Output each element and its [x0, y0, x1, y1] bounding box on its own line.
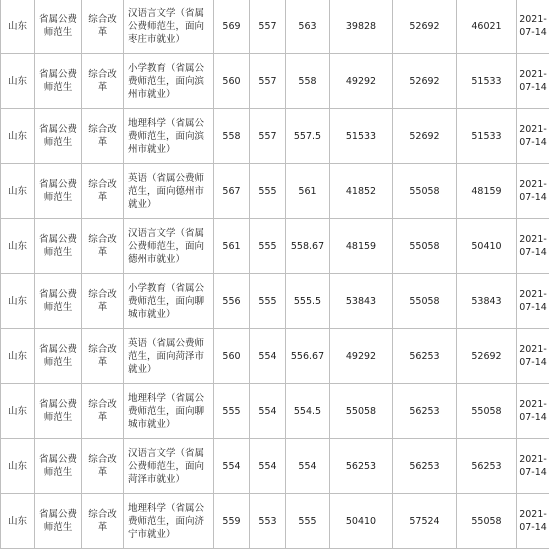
avg-rank-cell: 46021: [457, 0, 517, 54]
avg-rank-cell: 56253: [457, 439, 517, 494]
date-cell: 2021-07-14: [517, 0, 549, 54]
batch-cell: 综合改革: [82, 329, 124, 384]
max-score-cell: 559: [214, 494, 250, 549]
min-score-cell: 555: [250, 219, 286, 274]
min-rank-cell: 39828: [330, 0, 393, 54]
category-cell: 省属公费师范生: [35, 109, 82, 164]
category-cell: 省属公费师范生: [35, 0, 82, 54]
date-cell: 2021-07-14: [517, 439, 549, 494]
max-score-cell: 558: [214, 109, 250, 164]
province-cell: 山东: [1, 0, 35, 54]
avg-score-cell: 561: [286, 164, 330, 219]
min-score-cell: 557: [250, 54, 286, 109]
avg-rank-cell: 51533: [457, 109, 517, 164]
avg-score-cell: 555: [286, 494, 330, 549]
batch-cell: 综合改革: [82, 109, 124, 164]
province-cell: 山东: [1, 439, 35, 494]
min-rank-cell: 53843: [330, 274, 393, 329]
avg-score-cell: 554: [286, 439, 330, 494]
batch-cell: 综合改革: [82, 164, 124, 219]
table-row: [1, 219, 549, 274]
date-cell: 2021-07-14: [517, 164, 549, 219]
control-line-rank-cell: 56253: [393, 439, 457, 494]
min-score-cell: 555: [250, 274, 286, 329]
min-score-cell: 557: [250, 0, 286, 54]
date-cell: 2021-07-14: [517, 329, 549, 384]
category-cell: 省属公费师范生: [35, 329, 82, 384]
avg-rank-cell: 50410: [457, 219, 517, 274]
avg-score-cell: 563: [286, 0, 330, 54]
date-cell: 2021-07-14: [517, 274, 549, 329]
avg-score-cell: 554.5: [286, 384, 330, 439]
control-line-rank-cell: 52692: [393, 54, 457, 109]
major-cell: 英语（省属公费师范生，面向德州市就业）: [124, 164, 214, 219]
min-score-cell: 554: [250, 384, 286, 439]
date-cell: 2021-07-14: [517, 109, 549, 164]
date-cell: 2021-07-14: [517, 54, 549, 109]
date-cell: 2021-07-14: [517, 219, 549, 274]
province-cell: 山东: [1, 219, 35, 274]
category-cell: 省属公费师范生: [35, 439, 82, 494]
batch-cell: 综合改革: [82, 439, 124, 494]
major-cell: 小学教育（省属公费师范生，面向滨州市就业）: [124, 54, 214, 109]
category-cell: 省属公费师范生: [35, 274, 82, 329]
min-score-cell: 554: [250, 439, 286, 494]
province-cell: 山东: [1, 109, 35, 164]
batch-cell: 综合改革: [82, 274, 124, 329]
province-cell: 山东: [1, 384, 35, 439]
min-score-cell: 557: [250, 109, 286, 164]
date-cell: 2021-07-14: [517, 384, 549, 439]
province-cell: 山东: [1, 494, 35, 549]
avg-score-cell: 555.5: [286, 274, 330, 329]
table-row: [1, 439, 549, 494]
avg-rank-cell: 51533: [457, 54, 517, 109]
control-line-rank-cell: 55058: [393, 274, 457, 329]
table-row: [1, 329, 549, 384]
batch-cell: 综合改革: [82, 494, 124, 549]
major-cell: 地理科学（省属公费师范生，面向济宁市就业）: [124, 494, 214, 549]
province-cell: 山东: [1, 329, 35, 384]
min-rank-cell: 49292: [330, 54, 393, 109]
control-line-rank-cell: 57524: [393, 494, 457, 549]
batch-cell: 综合改革: [82, 54, 124, 109]
table-row: [1, 384, 549, 439]
control-line-rank-cell: 55058: [393, 164, 457, 219]
batch-cell: 综合改革: [82, 384, 124, 439]
avg-score-cell: 556.67: [286, 329, 330, 384]
avg-rank-cell: 53843: [457, 274, 517, 329]
category-cell: 省属公费师范生: [35, 219, 82, 274]
max-score-cell: 560: [214, 329, 250, 384]
min-score-cell: 554: [250, 329, 286, 384]
batch-cell: 综合改革: [82, 219, 124, 274]
category-cell: 省属公费师范生: [35, 494, 82, 549]
category-cell: 省属公费师范生: [35, 164, 82, 219]
major-cell: 汉语言文学（省属公费师范生，面向菏泽市就业）: [124, 439, 214, 494]
date-cell: 2021-07-14: [517, 494, 549, 549]
category-cell: 省属公费师范生: [35, 54, 82, 109]
min-rank-cell: 41852: [330, 164, 393, 219]
min-score-cell: 555: [250, 164, 286, 219]
control-line-rank-cell: 52692: [393, 0, 457, 54]
max-score-cell: 569: [214, 0, 250, 54]
major-cell: 小学教育（省属公费师范生，面向聊城市就业）: [124, 274, 214, 329]
control-line-rank-cell: 55058: [393, 219, 457, 274]
province-cell: 山东: [1, 274, 35, 329]
table-row: [1, 109, 549, 164]
avg-score-cell: 557.5: [286, 109, 330, 164]
table-row: [1, 494, 549, 549]
avg-score-cell: 558.67: [286, 219, 330, 274]
avg-score-cell: 558: [286, 54, 330, 109]
max-score-cell: 554: [214, 439, 250, 494]
table-row: [1, 54, 549, 109]
major-cell: 地理科学（省属公费师范生，面向滨州市就业）: [124, 109, 214, 164]
category-cell: 省属公费师范生: [35, 384, 82, 439]
max-score-cell: 567: [214, 164, 250, 219]
avg-rank-cell: 55058: [457, 494, 517, 549]
table-row: [1, 274, 549, 329]
table-row: [1, 0, 549, 54]
avg-rank-cell: 55058: [457, 384, 517, 439]
min-rank-cell: 48159: [330, 219, 393, 274]
major-cell: 地理科学（省属公费师范生，面向聊城市就业）: [124, 384, 214, 439]
min-rank-cell: 56253: [330, 439, 393, 494]
min-rank-cell: 51533: [330, 109, 393, 164]
min-rank-cell: 55058: [330, 384, 393, 439]
table-row: [1, 164, 549, 219]
province-cell: 山东: [1, 54, 35, 109]
max-score-cell: 555: [214, 384, 250, 439]
max-score-cell: 560: [214, 54, 250, 109]
max-score-cell: 561: [214, 219, 250, 274]
min-rank-cell: 50410: [330, 494, 393, 549]
major-cell: 汉语言文学（省属公费师范生，面向德州市就业）: [124, 219, 214, 274]
table-body: [1, 0, 549, 549]
control-line-rank-cell: 56253: [393, 384, 457, 439]
major-cell: 汉语言文学（省属公费师范生，面向枣庄市就业）: [124, 0, 214, 54]
control-line-rank-cell: 56253: [393, 329, 457, 384]
max-score-cell: 556: [214, 274, 250, 329]
major-cell: 英语（省属公费师范生，面向菏泽市就业）: [124, 329, 214, 384]
control-line-rank-cell: 52692: [393, 109, 457, 164]
min-score-cell: 553: [250, 494, 286, 549]
min-rank-cell: 49292: [330, 329, 393, 384]
avg-rank-cell: 48159: [457, 164, 517, 219]
batch-cell: 综合改革: [82, 0, 124, 54]
province-cell: 山东: [1, 164, 35, 219]
avg-rank-cell: 52692: [457, 329, 517, 384]
